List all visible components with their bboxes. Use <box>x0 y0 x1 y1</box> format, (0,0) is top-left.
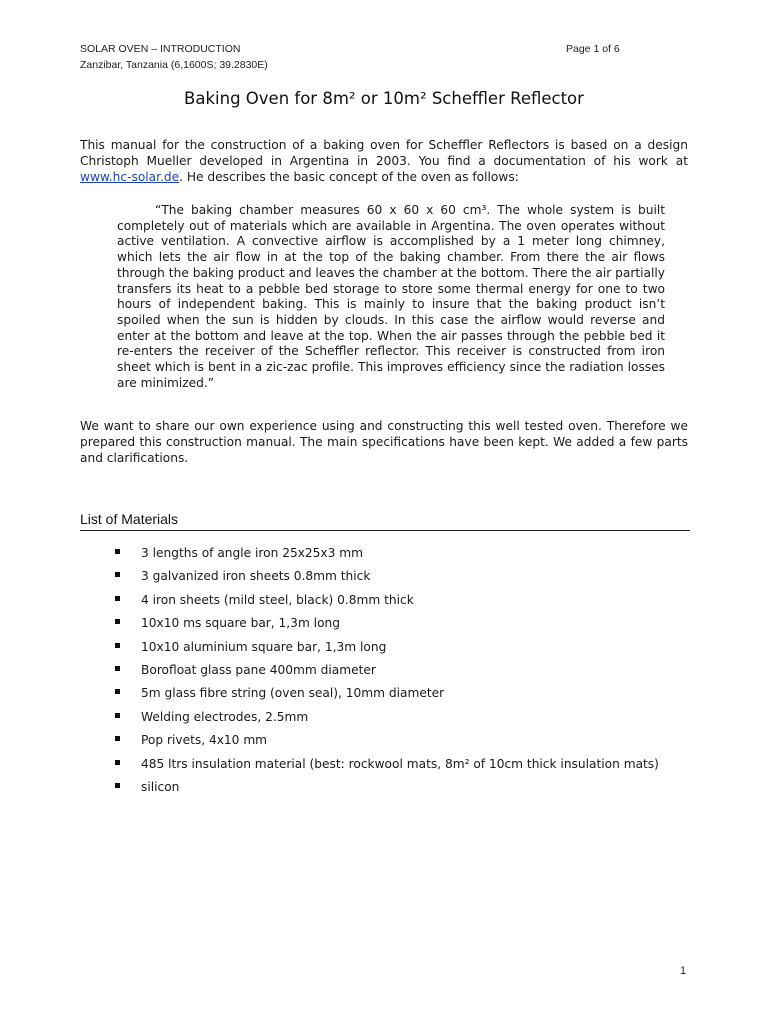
list-item <box>115 545 364 568</box>
list-item-text: Pop rivets, 4x10 mm <box>141 733 268 748</box>
list-item <box>115 709 309 732</box>
header-location: Zanzibar, Tanzania (6,1600S; 39.2830E) <box>80 59 268 71</box>
bullet-icon <box>115 643 120 648</box>
document-title: Baking Oven for 8m² or 10m² Scheffler Reflector <box>184 89 584 108</box>
list-item <box>115 615 340 638</box>
experience-paragraph: We want to share our own experience using and constructing this well tested oven. Therefore we prepared this construction manual. The main specifications have been kept. We added a few parts and clarifications. <box>80 419 688 465</box>
intro-text-part2: . He describes the basic concept of the oven as follows: <box>179 170 519 184</box>
bullet-icon <box>115 736 120 741</box>
bullet-icon <box>115 689 120 694</box>
list-item-text: Welding electrodes, 2.5mm <box>141 709 309 724</box>
list-item <box>115 756 659 779</box>
list-item-text: 3 galvanized iron sheets 0.8mm thick <box>141 569 371 584</box>
list-item-text: Borofloat glass pane 400mm diameter <box>141 662 376 677</box>
header-doc-title: SOLAR OVEN – INTRODUCTION <box>80 43 241 55</box>
list-item-text: 3 lengths of angle iron 25x25x3 mm <box>141 546 364 560</box>
list-item-text: 485 ltrs insulation material (best: rockwool mats, 8m² of 10cm thick insulation mats) <box>141 756 659 771</box>
bullet-icon <box>115 783 120 788</box>
bullet-icon <box>115 666 120 671</box>
list-item <box>115 732 268 755</box>
intro-paragraph <box>80 137 688 185</box>
list-item-text: 10x10 aluminium square bar, 1,3m long <box>141 639 387 654</box>
list-item <box>115 685 445 708</box>
bullet-icon <box>115 760 120 765</box>
bullet-icon <box>115 572 120 577</box>
heading-divider <box>80 530 690 531</box>
hc-solar-link[interactable]: www.hc-solar.de <box>80 170 180 184</box>
list-item <box>115 592 414 615</box>
bullet-icon <box>115 713 120 718</box>
header-page-label: Page 1 of 6 <box>566 43 620 55</box>
bullet-icon <box>115 619 120 624</box>
list-item <box>115 639 387 662</box>
materials-list <box>115 545 659 802</box>
quote-block: “The baking chamber measures 60 x 60 x 60 cm³. The whole system is built completely out of materials which are available in Argentina. The oven operates without active ventilation. A convective airflow is accomplished by a 1 meter long chimney, which lets the air flow in at the top of the baking chamber. From there the air flows through the baking product and leaves the chamber at the bottom. There the air partially transfers its heat to a pebble bed storage to store some thermal energy for one to two hours of independent baking. This is mainly to insure that the baking product isn’t spoiled when the sun is hidden by clouds. In this case the airflow would reverse and enter at the bottom and leave at the top. When the air passes through the pebble bed it re-enters the receiver of the Scheffler reflector. This receiver is constructed from iron sheet which is bent in a zic-zac profile. This improves efficiency since the radiation losses are minimized.” <box>117 203 665 390</box>
materials-heading: List of Materials <box>80 511 179 527</box>
list-item <box>115 662 376 685</box>
bullet-icon <box>115 596 120 601</box>
list-item-text: silicon <box>141 779 180 794</box>
list-item-text: 5m glass fibre string (oven seal), 10mm diameter <box>141 686 445 701</box>
list-item <box>115 568 371 591</box>
list-item-text: 10x10 ms square bar, 1,3m long <box>141 616 340 631</box>
page-number: 1 <box>680 965 687 977</box>
intro-text-part1: This manual for the construction of a baking oven for Scheffler Reflectors is based on a design Christoph Mueller developed in Argentina in 2003. You find a documentation of his work at <box>80 138 688 168</box>
list-item <box>115 779 180 802</box>
list-item-text: 4 iron sheets (mild steel, black) 0.8mm thick <box>141 592 414 607</box>
bullet-icon <box>115 549 120 554</box>
